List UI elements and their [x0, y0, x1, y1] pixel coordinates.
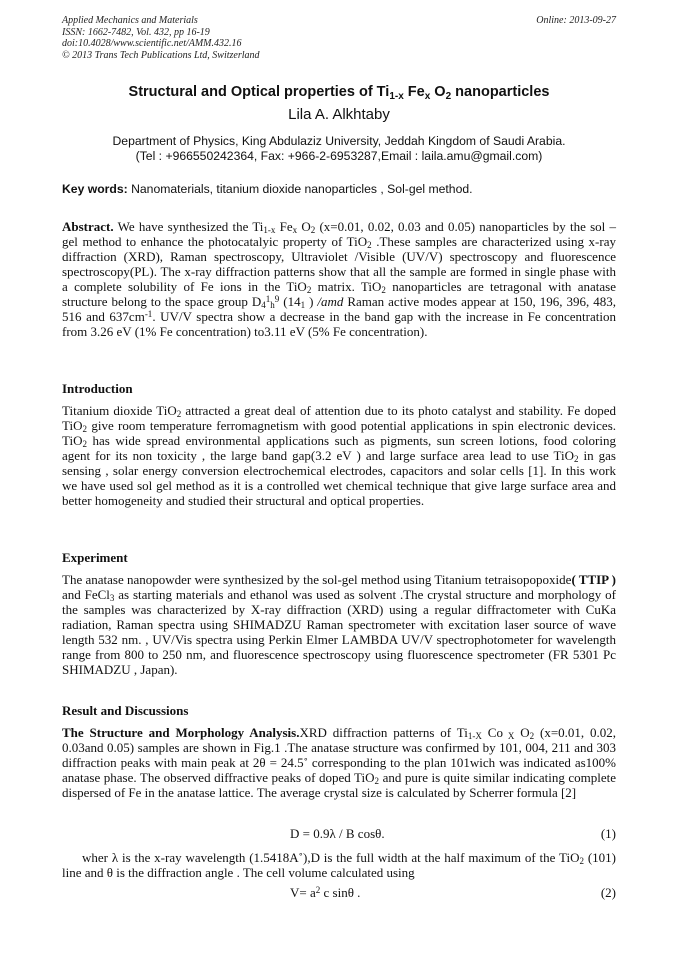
abstract-paragraph — [62, 219, 616, 339]
online-date-text: Online: 2013-09-27 — [536, 15, 616, 26]
keywords-text: Nanomaterials, titanium dioxide nanoparticles , Sol-gel method. — [127, 182, 473, 196]
text-sup: -1 — [144, 309, 153, 319]
text: .These samples are characterized using x-ray diffraction (XRD), Raman spectroscopy, Ultraviolet /Visible (UV/V) spectroscopy and fluorescence spectroscopy(PL). The x-ray diffraction patterns show that all the sample are formed in single phase with a complete solubility of Fe ions in the TiO — [62, 234, 616, 294]
text-sub: X — [502, 731, 515, 741]
text-italic: /amd — [317, 294, 344, 309]
text: The anatase nanopowder were synthesized by the sol-gel method using Titanium tetraisopopoxide — [62, 572, 572, 587]
text-sub: 4 — [261, 300, 266, 310]
text: (14 — [279, 294, 301, 309]
text: wher λ is the x-ray wavelength (1.5418A˚),D is the full width at the half maximum of the TiO — [82, 850, 580, 865]
paper-title — [40, 84, 638, 100]
subsection-heading: The Structure and Morphology Analysis. — [62, 725, 300, 740]
eq-sup: 2 — [315, 885, 321, 895]
eq-part: V= a — [290, 885, 316, 900]
text-sub: 2 — [381, 285, 386, 295]
text: ) — [305, 294, 318, 309]
experiment-paragraph — [62, 572, 616, 677]
journal-header — [62, 15, 260, 61]
text: Raman active modes appear at 150, 196, 396, 483, 516 and 637cm — [62, 294, 616, 324]
text: Co — [481, 725, 503, 740]
text-sup: 9 — [274, 294, 280, 304]
text-sub: 2 — [367, 240, 372, 250]
section-heading: Introduction — [62, 381, 133, 396]
section-heading: Experiment — [62, 550, 128, 565]
text-sup: 1 — [265, 294, 271, 304]
text-sub: 1-X — [467, 731, 482, 741]
text-sub: 2 — [574, 454, 579, 464]
equation-expression — [290, 885, 360, 901]
text: give room temperature ferromagnetism with good potential applications in spin electronic devices. TiO — [62, 418, 616, 448]
text-sub: 1-x — [263, 225, 276, 235]
text: XRD diffraction patterns of Ti — [299, 725, 468, 740]
text-sub: 2 — [529, 731, 535, 741]
results-paragraph — [62, 725, 616, 800]
affiliation — [30, 134, 648, 164]
text: and FeCl — [62, 587, 110, 602]
text-sub: 2 — [310, 225, 316, 235]
results-section — [62, 703, 616, 800]
text-sub: 2 — [82, 439, 87, 449]
text: We have synthesized the Ti — [113, 219, 264, 234]
title-part: O — [430, 84, 446, 100]
text: Fe — [275, 219, 293, 234]
text-sub: 2 — [306, 285, 312, 295]
text: Titanium dioxide TiO — [62, 403, 177, 418]
introduction-section — [62, 381, 616, 508]
text: O — [297, 219, 311, 234]
text: . UV/V spectra show a decrease in the band gap with the increase in Fe concentration from 3.26 eV (1% Fe concentration) to3.11 eV (5% Fe concentration). — [62, 309, 616, 339]
text-sub: 2 — [176, 409, 182, 419]
journal-doi: doi:10.4028/www.scientific.net/AMM.432.16 — [62, 38, 242, 49]
text-sub: 2 — [374, 776, 380, 786]
abstract-section — [62, 219, 616, 339]
affiliation-line: Department of Physics, King Abdulaziz University, Jeddah Kingdom of Saudi Arabia. — [112, 134, 566, 148]
title-sub: x — [424, 91, 431, 102]
text-sub: 2 — [82, 424, 87, 434]
text: (101) line and θ is the diffraction angle . The cell volume calculated using — [62, 850, 616, 880]
author-name: Lila A. Alkhtaby — [288, 106, 390, 123]
journal-name: Applied Mechanics and Materials — [62, 15, 198, 26]
online-date — [536, 15, 616, 27]
abstract-label: Abstract. — [62, 219, 114, 234]
text: nanoparticles are tetragonal with anatase structure belong to the space group D — [62, 279, 617, 309]
text: attracted a great deal of attention due to its photo catalyst and stability. Fe doped TiO — [62, 403, 616, 433]
where-text — [62, 850, 616, 880]
title-part: Fe — [403, 84, 425, 100]
keywords — [62, 182, 616, 196]
journal-copyright: © 2013 Trans Tech Publications Ltd, Switzerland — [62, 49, 260, 61]
text: and pure is quite similar indicating complete dispersed of Fe in the anatase lattice. The average crystal size is calculated by Scherrer formula [2] — [62, 770, 616, 800]
title-part: nanoparticles — [451, 84, 550, 100]
text-sub: 3 — [109, 593, 115, 603]
contact-line: (Tel : +966550242364, Fax: +966-2-6953287,Email : laila.amu@gmail.com) — [135, 149, 543, 163]
text: in gas sensing , solar energy conversion electrochemical electrodes, capacitors and solar cells [1]. In this work we have used sol gel method as it is a controlled wet chemical technique that give large surface area and better homogeneity and studied their structural and optical properties. — [62, 448, 616, 508]
text-sub: 1 — [300, 300, 306, 310]
title-sub: 1-x — [389, 91, 404, 102]
text-sub: x — [292, 225, 298, 235]
equation-number: (1) — [600, 826, 616, 841]
equation-expression: D = 0.9λ / B cosθ. — [290, 826, 385, 841]
text-bold: ( TTIP ) — [571, 572, 616, 587]
where-paragraph — [62, 850, 616, 880]
text: has wide spread environmental applications such as pigments, sun screen lotions, food coloring agent for its non toxicity , the large band gap(3.2 eV ) and large surface area lead to use TiO — [62, 433, 616, 463]
equation-number: (2) — [600, 885, 616, 900]
text: (x=0.01, 0.02, 0.03and 0.05) samples are shown in Fig.1 .The anatase structure was confirmed by 101, 004, 211 and 303 diffraction peaks with main peak at 2θ = 24.5˚ corresponding to the plan 101wich was indicated as100% anatase phase. The observed diffractive peaks of doped TiO — [62, 725, 617, 785]
introduction-paragraph — [62, 403, 616, 508]
title-sub: 2 — [445, 91, 452, 102]
experiment-section — [62, 550, 616, 677]
text: matrix. TiO — [311, 279, 382, 294]
text-sub: 2 — [579, 856, 584, 866]
text: as starting materials and ethanol was used as solvent .The crystal structure and morphology of the samples was characterized by X-ray diffraction (XRD) using a regular diffractometer with CuKa radiation, Raman spectra using SHIMADZU Raman spectrometer with excitation laser source of wave length 532 nm. , UV/Vis spectra using Perkin Elmer LAMBDA UV/V spectrophotometer for wavelength range from 800 to 250 nm, and fluorescence spectroscopy using fluorescence spectrometer (FR 5301 Pc SHIMADZU , Japan). — [62, 587, 616, 677]
text: O — [514, 725, 530, 740]
text-sub: h — [270, 300, 275, 310]
text: (x=0.01, 0.02, 0.03 and 0.05) nanoparticles by the sol – gel method to enhance the photocatalyic property of TiO — [62, 219, 617, 249]
eq-part: c sinθ . — [320, 885, 361, 900]
journal-issn: ISSN: 1662-7482, Vol. 432, pp 16-19 — [62, 26, 210, 38]
section-heading: Result and Discussions — [62, 703, 189, 718]
title-part: Structural and Optical properties of Ti — [128, 84, 390, 100]
keywords-label: Key words: — [62, 182, 128, 196]
